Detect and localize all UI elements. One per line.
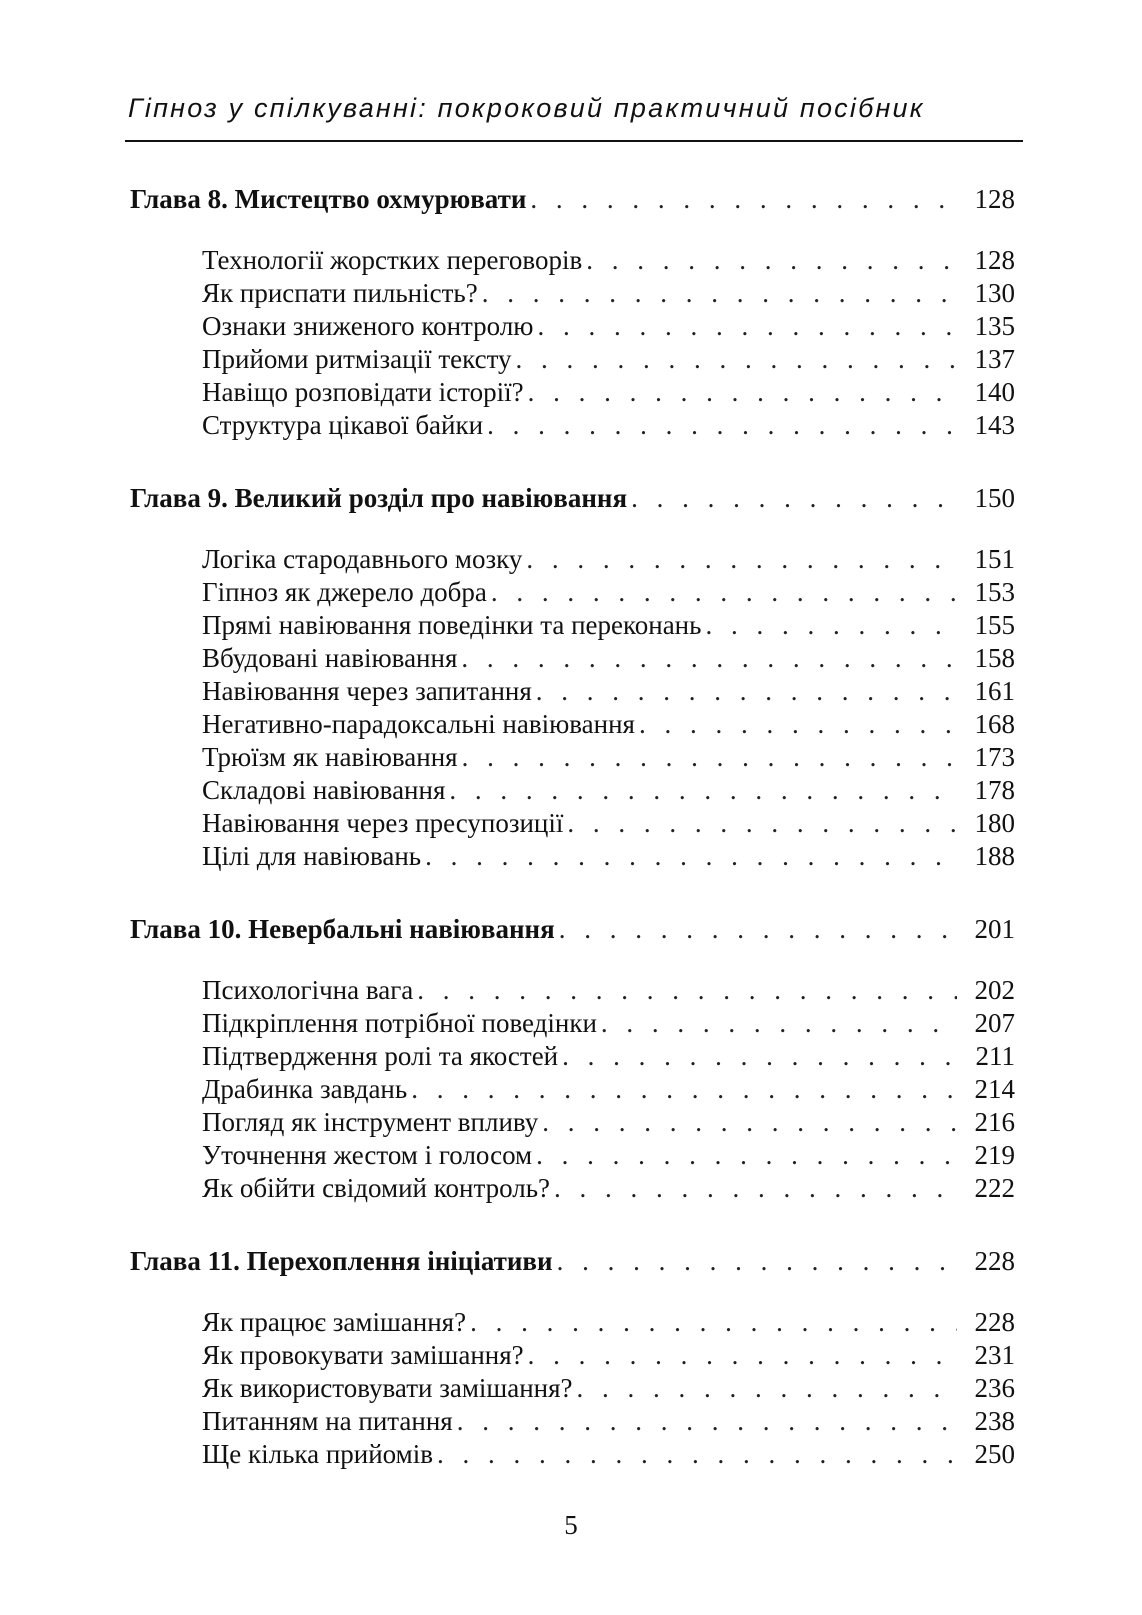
chapter-heading[interactable]: [130, 913, 1015, 946]
section-title: Технології жорстких переговорів: [202, 245, 583, 275]
section-entry[interactable]: [130, 1438, 1015, 1471]
section-title: Ознаки зниженого контролю: [202, 311, 534, 341]
section-entry[interactable]: [130, 543, 1015, 576]
dot-leader: [433, 1438, 957, 1471]
section-page-number: 153: [974, 577, 1015, 607]
section-page-number: 222: [974, 1173, 1015, 1203]
section-entry[interactable]: [130, 409, 1015, 442]
section-entry[interactable]: [130, 675, 1015, 708]
section-entry[interactable]: [130, 576, 1015, 609]
dot-leader: [550, 1172, 957, 1205]
section-title: Як працює замішання?: [202, 1307, 467, 1337]
section-page-number: 228: [974, 1307, 1015, 1337]
section-page-number: 143: [974, 410, 1015, 440]
dot-leader: [526, 183, 957, 216]
dot-leader: [421, 840, 957, 873]
section-title: Навіювання через пресупозиції: [202, 808, 564, 838]
chapter-page-number: 228: [974, 1246, 1015, 1276]
dot-leader: [538, 1106, 957, 1139]
section-title: Драбинка завдань: [202, 1074, 408, 1104]
section-page-number: 168: [974, 709, 1015, 739]
section-entry[interactable]: [130, 642, 1015, 675]
section-entry[interactable]: [130, 1172, 1015, 1205]
dot-leader: [413, 974, 957, 1007]
section-entry[interactable]: [130, 1106, 1015, 1139]
chapter-page-number: 150: [974, 483, 1015, 513]
section-entry[interactable]: [130, 807, 1015, 840]
section-entry[interactable]: [130, 1139, 1015, 1172]
section-title: Навіювання через запитання: [202, 676, 532, 706]
section-page-number: 238: [974, 1406, 1015, 1436]
section-entry[interactable]: [130, 708, 1015, 741]
section-entry[interactable]: [130, 310, 1015, 343]
dot-leader: [524, 1339, 957, 1372]
chapter-block-11: [130, 1245, 1015, 1471]
dot-leader: [453, 1405, 957, 1438]
chapter-block-9: [130, 482, 1015, 873]
chapter-page-number: 201: [974, 914, 1015, 944]
dot-leader: [563, 807, 957, 840]
section-title: Цілі для навіювань: [202, 841, 422, 871]
section-title: Підтвердження ролі та якостей: [202, 1041, 559, 1071]
dot-leader: [582, 244, 957, 277]
chapter-block-10: [130, 913, 1015, 1205]
chapter-page-number: 128: [974, 184, 1015, 214]
section-page-number: 207: [974, 1008, 1015, 1038]
header-rule: [125, 140, 1023, 142]
section-entry[interactable]: [130, 840, 1015, 873]
section-page-number: 173: [974, 742, 1015, 772]
chapter-block-8: [130, 183, 1015, 442]
section-title: Трюїзм як навіювання: [202, 742, 458, 772]
dot-leader: [466, 1306, 957, 1339]
section-entry[interactable]: [130, 343, 1015, 376]
section-title: Погляд як інструмент впливу: [202, 1107, 539, 1137]
section-title: Ще кілька прийомів: [202, 1439, 433, 1469]
section-title: Уточнення жестом і голосом: [202, 1140, 533, 1170]
section-page-number: 151: [974, 544, 1015, 574]
section-page-number: 219: [974, 1140, 1015, 1170]
dot-leader: [445, 774, 957, 807]
section-page-number: 155: [974, 610, 1015, 640]
section-title: Психологічна вага: [202, 975, 414, 1005]
section-title: Навіщо розповідати історії?: [202, 377, 524, 407]
chapter-title: Глава 8. Мистецтво охмурювати: [130, 184, 527, 214]
dot-leader: [553, 1245, 957, 1278]
section-title: Підкріплення потрібної поведінки: [202, 1008, 597, 1038]
section-entry[interactable]: [130, 1405, 1015, 1438]
section-title: Прямі навіювання поведінки та переконань: [202, 610, 702, 640]
dot-leader: [533, 310, 957, 343]
section-entry[interactable]: [130, 277, 1015, 310]
section-entry[interactable]: [130, 376, 1015, 409]
section-title: Як обійти свідомий контроль?: [202, 1173, 550, 1203]
section-title: Як приспати пильність?: [202, 278, 478, 308]
section-page-number: 216: [974, 1107, 1015, 1137]
section-page-number: 161: [974, 676, 1015, 706]
section-entry[interactable]: [130, 609, 1015, 642]
dot-leader: [701, 609, 957, 642]
dot-leader: [478, 277, 957, 310]
section-page-number: 250: [974, 1439, 1015, 1469]
section-title: Складові навіювання: [202, 775, 446, 805]
section-title: Логіка стародавнього мозку: [202, 544, 523, 574]
section-page-number: 231: [974, 1340, 1015, 1370]
section-page-number: 158: [974, 643, 1015, 673]
dot-leader: [512, 343, 957, 376]
dot-leader: [627, 482, 957, 515]
chapter-title: Глава 11. Перехоплення ініціативи: [130, 1246, 553, 1276]
section-page-number: 135: [974, 311, 1015, 341]
section-entry[interactable]: [130, 1040, 1015, 1073]
chapter-heading[interactable]: [130, 1245, 1015, 1278]
section-page-number: 202: [974, 975, 1015, 1005]
section-page-number: 236: [974, 1373, 1015, 1403]
dot-leader: [458, 741, 957, 774]
dot-leader: [457, 642, 957, 675]
section-entry[interactable]: [130, 1007, 1015, 1040]
dot-leader: [522, 543, 957, 576]
section-title: Як провокувати замішання?: [202, 1340, 524, 1370]
section-entry[interactable]: [130, 741, 1015, 774]
dot-leader: [532, 1139, 957, 1172]
section-page-number: 188: [974, 841, 1015, 871]
section-title: Гіпноз як джерело добра: [202, 577, 487, 607]
page-number: 5: [564, 1510, 578, 1540]
dot-leader: [635, 708, 957, 741]
table-of-contents: [130, 183, 1015, 1471]
section-title: Структура цікавої байки: [202, 410, 484, 440]
dot-leader: [597, 1007, 957, 1040]
section-entry[interactable]: [130, 1372, 1015, 1405]
section-entry[interactable]: [130, 1339, 1015, 1372]
section-page-number: 214: [974, 1074, 1015, 1104]
dot-leader: [555, 913, 957, 946]
chapter-title: Глава 9. Великий розділ про навіювання: [130, 483, 628, 513]
section-entry[interactable]: [130, 244, 1015, 277]
chapter-heading[interactable]: [130, 183, 1015, 216]
section-title: Питанням на питання: [202, 1406, 453, 1436]
chapter-heading[interactable]: [130, 482, 1015, 515]
section-title: Як використовувати замішання?: [202, 1373, 573, 1403]
dot-leader: [558, 1040, 957, 1073]
section-page-number: 128: [974, 245, 1015, 275]
section-entry[interactable]: [130, 1306, 1015, 1339]
section-entry[interactable]: [130, 1073, 1015, 1106]
dot-leader: [532, 675, 957, 708]
section-page-number: 130: [974, 278, 1015, 308]
section-title: Негативно-парадоксальні навіювання: [202, 709, 635, 739]
dot-leader: [483, 409, 957, 442]
section-entry[interactable]: [130, 774, 1015, 807]
chapter-title: Глава 10. Невербальні навіювання: [130, 914, 555, 944]
dot-leader: [573, 1372, 957, 1405]
section-page-number: 178: [974, 775, 1015, 805]
dot-leader: [524, 376, 957, 409]
dot-leader: [407, 1073, 957, 1106]
dot-leader: [487, 576, 957, 609]
section-entry[interactable]: [130, 974, 1015, 1007]
section-page-number: 140: [974, 377, 1015, 407]
running-header-title: Гіпноз у спілкуванні: покроковий практичний посібник: [128, 93, 925, 123]
section-page-number: 211: [975, 1041, 1015, 1071]
section-title: Вбудовані навіювання: [202, 643, 458, 673]
section-title: Прийоми ритмізації тексту: [202, 344, 512, 374]
section-page-number: 137: [974, 344, 1015, 374]
section-page-number: 180: [974, 808, 1015, 838]
